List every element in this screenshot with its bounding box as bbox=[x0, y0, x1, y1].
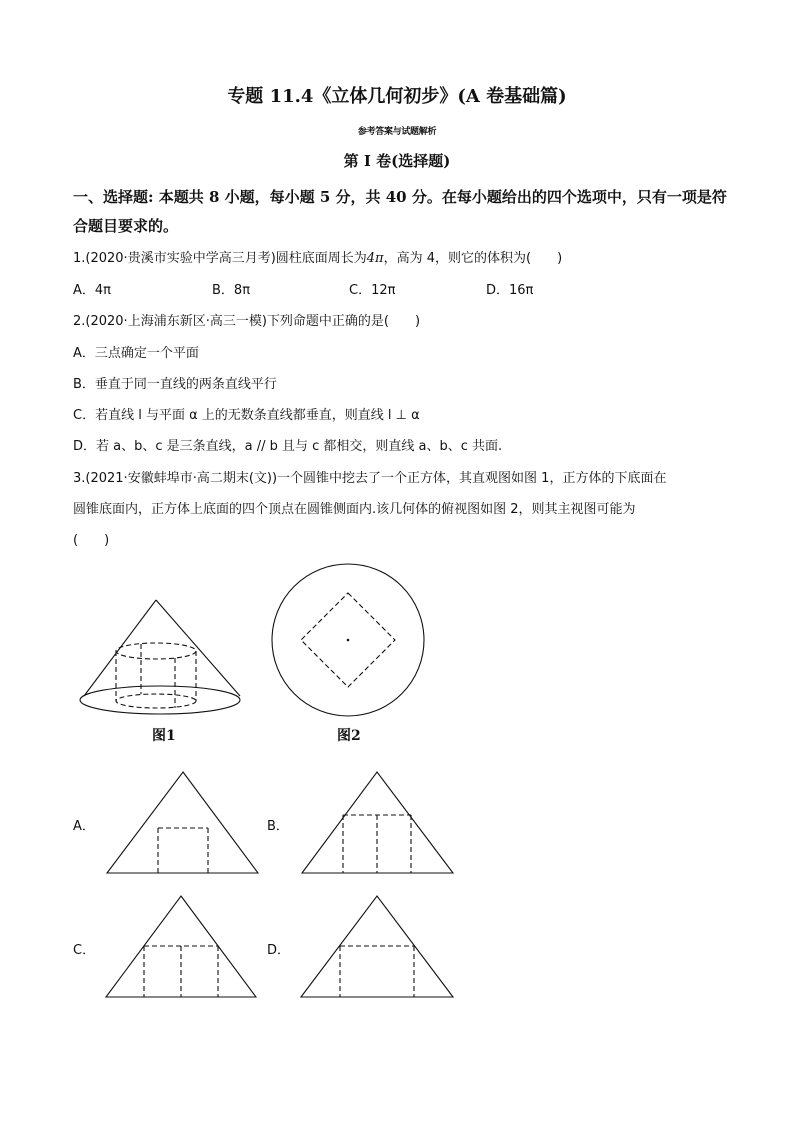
figure-1-label: 图1 bbox=[152, 728, 176, 744]
figure-2-label: 图2 bbox=[337, 728, 361, 744]
question-1-option-a: A．4π bbox=[73, 283, 111, 298]
figure-1-cone-with-cube bbox=[78, 598, 243, 720]
part-heading: 第 I 卷(选择题) bbox=[343, 152, 451, 170]
question-1-pi-value: 4π bbox=[366, 251, 384, 266]
question-1-option-b: B．8π bbox=[212, 283, 251, 298]
figure-2-top-view bbox=[271, 563, 425, 717]
question-3-option-b-figure bbox=[300, 771, 455, 876]
question-2-option-c: C．若直线 l 与平面 α 上的无数条直线都垂直，则直线 l ⊥ α bbox=[73, 408, 420, 423]
question-3-option-d-figure bbox=[300, 895, 455, 1000]
question-1-stem-part-b: ，高为 4，则它的体积为( ) bbox=[383, 251, 563, 266]
question-3-stem-line-2: 圆锥底面内，正方体上底面的四个顶点在圆锥侧面内.该几何体的俯视图如图 2，则其主视图可能为 bbox=[73, 502, 636, 517]
question-3-stem-line-3: ( ) bbox=[73, 533, 110, 548]
question-2-option-d: D．若 a、b、c 是三条直线，a // b 且与 c 都相交，则直线 a、b、c 共面. bbox=[73, 439, 503, 454]
question-3-option-a-figure bbox=[105, 771, 260, 876]
question-2-stem: 2.(2020·上海浦东新区·高三一模)下列命题中正确的是( ) bbox=[73, 314, 421, 329]
question-2-option-b: B．垂直于同一直线的两条直线平行 bbox=[73, 377, 277, 392]
section-instructions: 一、选择题: 本题共 8 小题，每小题 5 分，共 40 分。在每小题给出的四个选项中，只有一项是符合题目要求的。 bbox=[73, 188, 727, 235]
question-3-option-c-label: C． bbox=[73, 943, 96, 958]
question-3-option-c-figure bbox=[105, 895, 260, 1000]
question-2-option-a: A．三点确定一个平面 bbox=[73, 346, 199, 361]
page-subtitle: 参考答案与试题解析 bbox=[357, 127, 437, 137]
question-3-option-d-label: D． bbox=[267, 943, 291, 958]
question-3-option-b-label: B． bbox=[267, 819, 289, 834]
question-3-stem-line-1: 3.(2021·安徽蚌埠市·高二期末(文))一个圆锥中挖去了一个正方体，其直观图如图 1，正方体的下底面在 bbox=[73, 471, 667, 486]
question-1-stem bbox=[73, 247, 562, 266]
question-3-option-a-label: A． bbox=[73, 819, 95, 834]
page-title: 专题 11.4《立体几何初步》(A 卷基础篇) bbox=[227, 86, 567, 107]
question-1-stem-part-a: 1.(2020·贵溪市实验中学高三月考)圆柱底面周长为 bbox=[73, 251, 367, 266]
question-1-option-d: D．16π bbox=[486, 283, 534, 298]
question-1-option-c: C．12π bbox=[349, 283, 396, 298]
